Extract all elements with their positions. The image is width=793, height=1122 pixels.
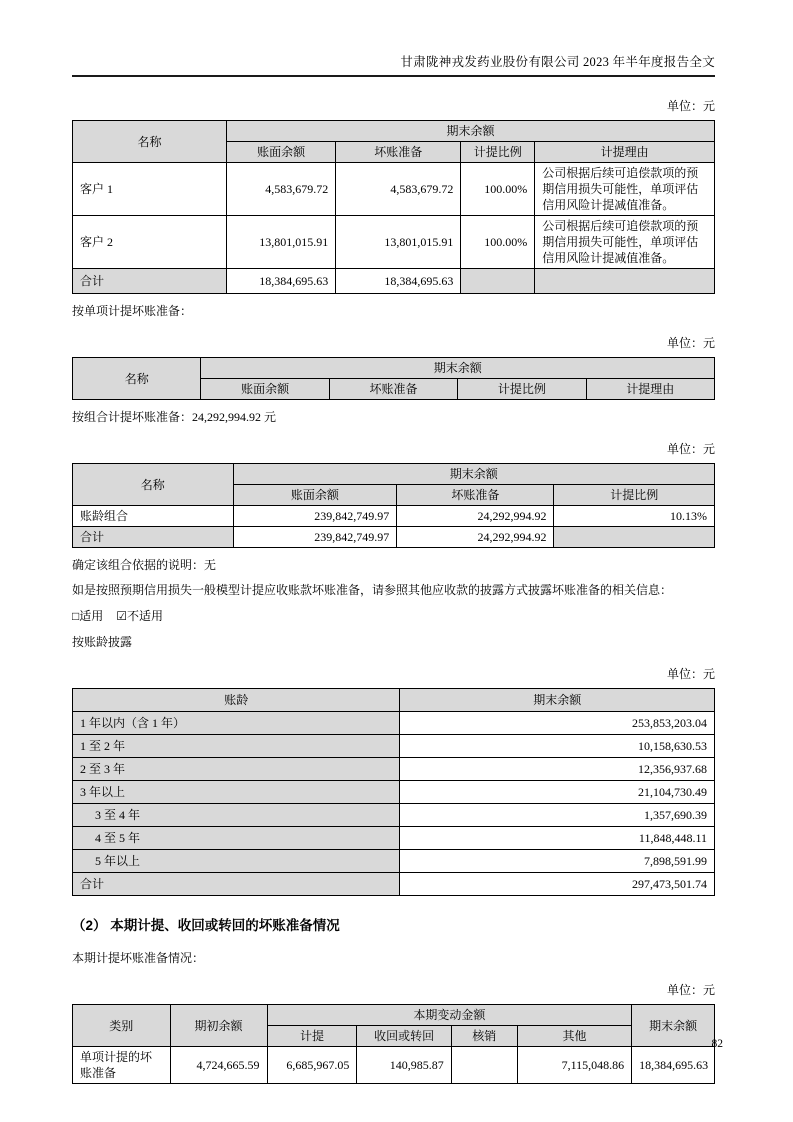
col-header-book-balance: 账面余额: [227, 142, 336, 163]
col-header-write-off: 核销: [451, 1026, 517, 1047]
unit-label: 单位：元: [666, 442, 715, 456]
cell-provision: 6,685,967.05: [267, 1047, 357, 1084]
cell-aging-label: 1 年以内（含 1 年）: [73, 712, 400, 735]
table-row: [73, 506, 715, 527]
cell-aging-value: 12,356,937.68: [400, 758, 715, 781]
individual-provision-table: [72, 120, 715, 294]
col-header-book-balance: 账面余额: [201, 379, 329, 400]
col-header-ratio: 计提比例: [461, 142, 535, 163]
cell-reason-empty: [535, 269, 715, 294]
cell-aging-label: 5 年以上: [73, 850, 400, 873]
col-header-ratio: 计提比例: [554, 485, 715, 506]
cell-category: 单项计提的坏账准备: [73, 1047, 171, 1084]
unit-label: 单位：元: [666, 99, 715, 113]
table-row: [73, 804, 715, 827]
table-row: [73, 1047, 715, 1084]
cell-aging-value: 21,104,730.49: [400, 781, 715, 804]
cell-aging-label: 2 至 3 年: [73, 758, 400, 781]
col-header-ratio: 计提比例: [458, 379, 586, 400]
report-header-title: 甘肃陇神戎发药业股份有限公司 2023 年半年度报告全文: [72, 52, 715, 77]
col-header-bad-debt: 坏账准备: [329, 379, 457, 400]
cell-total-label: 合计: [73, 269, 227, 294]
col-header-other: 其他: [517, 1026, 631, 1047]
cell-opening: 4,724,665.59: [170, 1047, 267, 1084]
cell-ratio-empty: [554, 527, 715, 548]
cell-aging-value: 10,158,630.53: [400, 735, 715, 758]
cell-bad-debt: 13,801,015.91: [336, 216, 461, 269]
cell-closing: 18,384,695.63: [632, 1047, 715, 1084]
col-header-period-end: 期末余额: [233, 464, 715, 485]
table-header-row: [73, 464, 715, 485]
cell-aging-value: 253,853,203.04: [400, 712, 715, 735]
col-header-provision: 计提: [267, 1026, 357, 1047]
cell-total-label: 合计: [73, 873, 400, 896]
col-header-period-end: 期末余额: [201, 358, 715, 379]
cell-book-balance: 4,583,679.72: [227, 163, 336, 216]
unit-label: 单位：元: [666, 983, 715, 997]
cell-bad-debt: 18,384,695.63: [336, 269, 461, 294]
cell-aging-value: 297,473,501.74: [400, 873, 715, 896]
unit-label: 单位：元: [666, 667, 715, 681]
group-basis-note: 确定该组合依据的说明：无: [72, 558, 217, 572]
cell-aging-label: 3 至 4 年: [73, 804, 400, 827]
group-provision-table: [72, 463, 715, 548]
cell-recovered: 140,985.87: [357, 1047, 451, 1084]
col-header-recover: 收回或转回: [357, 1026, 451, 1047]
cell-aging-value: 7,898,591.99: [400, 850, 715, 873]
cell-name: 客户 2: [73, 216, 227, 269]
table-header-row: [73, 689, 715, 712]
table-row: [73, 216, 715, 269]
table-row: [73, 827, 715, 850]
cell-bad-debt: 24,292,994.92: [397, 527, 554, 548]
cell-reason: 公司根据后续可追偿款项的预期信用损失可能性，单项评估信用风险计提减值准备。: [535, 163, 715, 216]
aging-disclosure-label: 按账龄披露: [72, 635, 133, 649]
cell-ratio: 100.00%: [461, 216, 535, 269]
table-total-row: [73, 873, 715, 896]
cell-name: 客户 1: [73, 163, 227, 216]
cell-book-balance: 239,842,749.97: [233, 527, 397, 548]
cell-write-off: [451, 1047, 517, 1084]
table-row: [73, 781, 715, 804]
col-header-reason: 计提理由: [535, 142, 715, 163]
col-header-category: 类别: [73, 1005, 171, 1047]
table-total-row: [73, 269, 715, 294]
cell-ratio: 10.13%: [554, 506, 715, 527]
cell-aging-label: 3 年以上: [73, 781, 400, 804]
table-total-row: [73, 527, 715, 548]
table-row: [73, 712, 715, 735]
col-header-bad-debt: 坏账准备: [336, 142, 461, 163]
page-number: 82: [711, 1038, 723, 1050]
section-heading: （2） 本期计提、收回或转回的坏账准备情况: [72, 918, 340, 933]
cell-aging-label: 1 至 2 年: [73, 735, 400, 758]
col-header-reason: 计提理由: [586, 379, 714, 400]
aging-table: [72, 688, 715, 896]
col-header-name: 名称: [73, 358, 201, 400]
col-header-book-balance: 账面余额: [233, 485, 397, 506]
cell-ratio: 100.00%: [461, 163, 535, 216]
cell-reason: 公司根据后续可追偿款项的预期信用损失可能性，单项评估信用风险计提减值准备。: [535, 216, 715, 269]
cell-aging-label: 4 至 5 年: [73, 827, 400, 850]
cell-name: 账龄组合: [73, 506, 234, 527]
col-header-name: 名称: [73, 121, 227, 163]
table-row: [73, 850, 715, 873]
table-header-row: [73, 358, 715, 379]
checkbox-applicable: □适用: [72, 609, 104, 623]
table-header-row: [73, 121, 715, 142]
movement-table: [72, 1004, 715, 1084]
cell-bad-debt: 24,292,994.92: [397, 506, 554, 527]
applicability-line: [72, 607, 715, 624]
col-header-aging: 账龄: [73, 689, 400, 712]
table-row: [73, 163, 715, 216]
col-header-bad-debt: 坏账准备: [397, 485, 554, 506]
col-header-current-change: 本期变动金额: [267, 1005, 632, 1026]
cell-ratio-empty: [461, 269, 535, 294]
cell-bad-debt: 4,583,679.72: [336, 163, 461, 216]
table-header-row: [73, 1005, 715, 1026]
by-item-empty-table: [72, 357, 715, 400]
table-row: [73, 758, 715, 781]
col-header-period-end: 期末余额: [400, 689, 715, 712]
by-item-label: 按单项计提坏账准备：: [72, 304, 193, 318]
cell-aging-value: 1,357,690.39: [400, 804, 715, 827]
cell-other: 7,115,048.86: [517, 1047, 631, 1084]
cell-book-balance: 13,801,015.91: [227, 216, 336, 269]
col-header-name: 名称: [73, 464, 234, 506]
col-header-closing: 期末余额: [632, 1005, 715, 1047]
cell-aging-value: 11,848,448.11: [400, 827, 715, 850]
cell-total-label: 合计: [73, 527, 234, 548]
ecl-model-note: 如是按照预期信用损失一般模型计提应收账款坏账准备，请参照其他应收款的披露方式披露坏账准备的相关信息：: [72, 583, 673, 597]
unit-label: 单位：元: [666, 336, 715, 350]
current-provision-label: 本期计提坏账准备情况：: [72, 951, 205, 965]
cell-book-balance: 239,842,749.97: [233, 506, 397, 527]
table-row: [73, 735, 715, 758]
by-group-label: 按组合计提坏账准备：24,292,994.92 元: [72, 410, 277, 424]
cell-book-balance: 18,384,695.63: [227, 269, 336, 294]
col-header-opening: 期初余额: [170, 1005, 267, 1047]
checkbox-not-applicable: ☑不适用: [116, 609, 164, 623]
col-header-period-end: 期末余额: [227, 121, 715, 142]
